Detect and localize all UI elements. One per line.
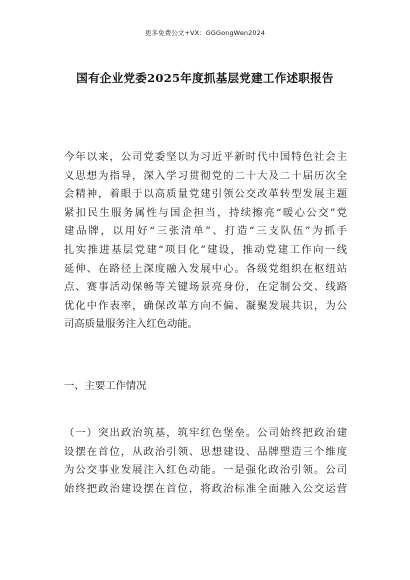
paragraph-line: 今年以来，公司党委坚以为习近平新时代中国特色社会主 xyxy=(64,151,347,163)
paragraph-line: 会精神，着眼于以高质量党建引领公交改革转型发展主题 xyxy=(64,188,347,201)
paragraph-line: 义思想为指导，深入学习贯彻党的二十大及二十届历次全 xyxy=(64,169,347,182)
paragraph-line: 始终把政治建设摆在首位，将政治标准全面融入公交运营 xyxy=(64,482,347,495)
paragraph-line: 司高质量服务注入红色动能。 xyxy=(64,318,198,331)
paragraph-line: （一）突出政治筑基，筑牢红色堡垒。公司始终把政治建 xyxy=(64,427,347,439)
paragraph-line: 设摆在首位，从政治引领、思想建设、品牌塑造三个维度 xyxy=(64,445,347,458)
header-note: 更多免费公文+VX：GGGongWen2024 xyxy=(144,29,266,37)
intro-paragraph xyxy=(64,148,347,334)
paragraph-line: 点、赛事活动保畅等关键场景亮身份，在定制公交、线路 xyxy=(64,281,347,294)
paragraph-line: 优化中作表率，确保改革方向不偏、凝聚发展共识，为公 xyxy=(64,299,347,312)
paragraph-line: 紧扣民生服务属性与国企担当，持续擦亮“暖心公交”党 xyxy=(64,206,347,219)
paragraph-line: 扎实推进基层党建“项目化”建设，推动党建工作向一线 xyxy=(64,243,347,256)
paragraph-line: 为公交事业发展注入红色动能。一是强化政治引领。公司 xyxy=(64,464,347,477)
paragraph-line: 建品牌，以用好“三张清单”、打造“三支队伍”为抓手 xyxy=(64,225,347,238)
subsection-paragraph xyxy=(64,424,347,498)
document-title: 国有企业党委2025年度抓基层党建工作述职报告 xyxy=(76,71,334,85)
paragraph-line: 延伸、在路径上深度融入发展中心。各级党组织在枢纽站 xyxy=(64,262,347,275)
section-heading: 一、主要工作情况 xyxy=(64,380,147,392)
